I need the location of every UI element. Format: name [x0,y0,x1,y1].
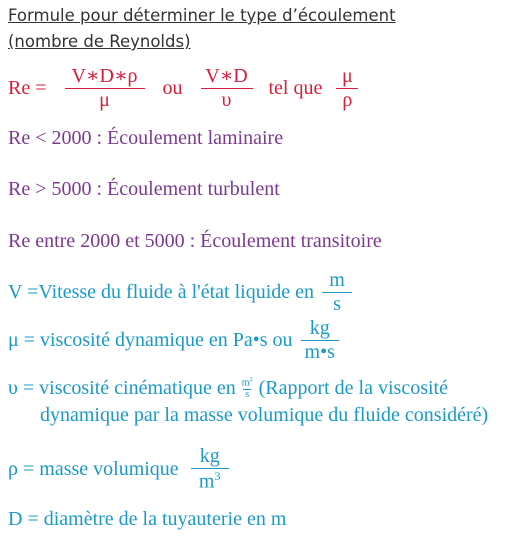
fraction-numerator: μ [342,65,353,87]
fraction-numerator: V∗D [205,65,248,87]
fraction-denominator: μ [65,88,145,111]
unit-fraction-kg-per-ms [301,318,339,363]
regime-turbulent: Re > 5000 : Écoulement turbulent [8,178,280,200]
definition-dynamic-viscosity [8,318,345,363]
fraction-vd-over-nu [201,66,253,111]
definition-density [8,446,235,493]
definition-kinematic-viscosity-text: υ = viscosité cinématique en [8,377,236,400]
formula-lhs: Re = [8,77,47,99]
fraction-denominator: υ [201,88,253,111]
section-heading-line1: Formule pour déterminer le type d’écoulement [8,6,396,25]
unit-denominator: $m^3$ [191,468,229,493]
formula-or: ou [162,77,183,99]
regime-transitional: Re entre 2000 et 5000 : Écoulement transitoire [8,230,382,252]
formula-such-that: tel que [268,77,323,99]
definition-density-text: ρ = masse volumique [8,457,179,480]
unit-numerator: kg [199,445,220,467]
definition-kinematic-viscosity [8,377,448,400]
section-heading-line2: (nombre de Reynolds) [8,32,191,51]
unit-denominator: m•s [301,340,339,363]
definition-dynamic-viscosity-text: μ = viscosité dynamique en Pa•s ou [8,329,293,351]
unit-fraction-kg-per-m3 [191,446,229,493]
unit-fraction-m2-per-s [240,377,255,400]
fraction-denominator: ρ [336,88,358,111]
definition-kinematic-viscosity-note-line2: dynamique par la masse volumique du fluide considéré) [40,404,489,426]
fraction-vd-rho-over-mu [65,66,145,111]
unit-numerator: m [329,269,345,291]
regime-laminar: Re < 2000 : Écoulement laminaire [8,127,284,149]
unit-fraction-m-per-s [322,270,352,315]
unit-numerator: $m^2$ [241,377,253,389]
definition-diameter: D = diamètre de la tuyauterie en m [8,508,287,530]
unit-denominator: s [245,388,250,400]
unit-denominator: s [322,292,352,315]
fraction-numerator: V∗D∗ρ [71,65,138,87]
fraction-mu-over-rho [336,66,358,111]
reynolds-formula [8,66,364,111]
unit-numerator: kg [309,317,330,339]
definition-velocity [8,270,358,315]
definition-kinematic-viscosity-note: (Rapport de la viscosité [258,377,448,400]
definition-velocity-text: V =Vitesse du fluide à l'état liquide en [8,281,315,303]
